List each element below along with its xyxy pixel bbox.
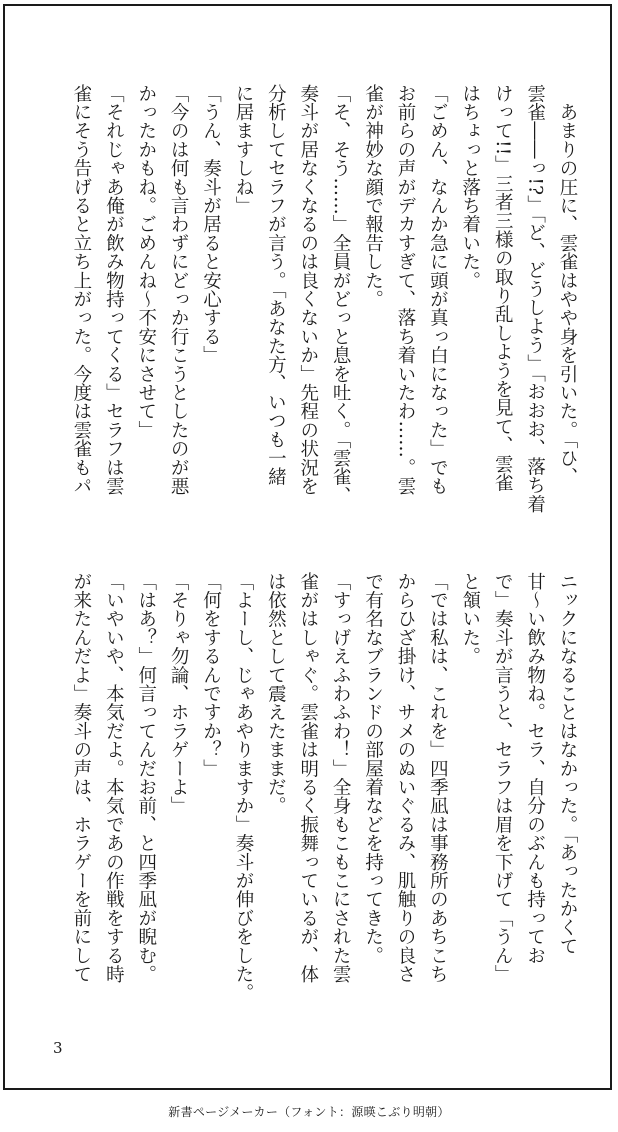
text-line: 雀がはしゃぐ。雲雀は明るく振舞っているが、体 [297,572,319,984]
text-line: は依然として震えたままだ。 [265,572,287,816]
text-line: はちょっと落ち着いた。 [459,84,481,290]
text-line: ニックになることはなかった。「あったかくて [557,572,578,956]
text-line: に居ますしね」 [232,84,254,215]
text-line: 「ごめん、なんか急に頭が真っ白になった」でも [427,84,449,496]
text-line: 雀にそう告げると立ち上がった。今度は雲雀もパ [70,84,92,496]
text-line: お前らの声がデカすぎて、落ち着いたわ……。雲 [394,84,416,496]
book-page [3,4,612,1090]
text-line: 「今のは何も言わずにどっか行こうとしたのが悪 [168,84,190,496]
text-line: 分析してセラフが言う。「あなた方、いつも一緒 [265,84,287,487]
text-line: かったかもね。ごめんね〜不安にさせて」 [135,84,157,440]
text-line: 「では私は、これを」四季凪は事務所のあちこち [427,572,449,984]
text-line: と頷いた。 [459,572,481,666]
text-line: が来たんだよ」奏斗の声は、ホラゲーを前にして [70,572,92,984]
text-line: 「よーし、じゃあやりますか」奏斗が伸びをした。 [232,572,254,1003]
page-number: 3 [53,1039,63,1057]
generator-credit: 新書ページメーカー（フォント：源暎こぶり明朝） [168,1105,450,1119]
text-line: 雀が神妙な顔で報告した。 [362,84,384,309]
text-line: で」奏斗が言うと、セラフは眉を下げて「うん」 [492,572,514,984]
text-line: 「そりゃ勿論、ホラゲーよ」 [168,572,190,816]
text-line: 「はあ？」何言ってんだお前、と四季凪が睨む。 [135,572,157,984]
upper-text-block [61,84,583,546]
lower-text-block [61,572,583,1034]
text-line: 「それじゃあ俺が飲み物持ってくる」セラフは雲 [103,84,125,496]
text-line: 奏斗が居なくなるのは良くないか」先程の状況を [297,84,319,496]
text-line: 「うん、奏斗が居ると安心する」 [200,84,222,365]
text-line: 「何をするんですか？」 [200,572,222,778]
text-line: あまりの圧に、雲雀はやや身を引いた。「ひ、 [557,84,578,487]
text-line: からひざ掛け、サメのぬいぐるみ、肌触りの良さ [394,572,416,984]
text-line: 雲雀――っ!?」「ど、どうしよう」「おおお、落ち着 [524,84,546,514]
text-line: 「そ、そう……」全員がどっと息を吐く。「雲雀、 [330,84,352,505]
text-line: 「すっげえふわふわ！」全身もこもこにされた雲 [330,572,352,984]
text-line: 「いやいや、本気だよ。本気であの作戦をする時 [103,572,125,984]
text-line: けって!!」三者三様の取り乱しようを見て、雲雀 [492,84,514,492]
text-line: で有名なブランドの部屋着などを持ってきた。 [362,572,384,965]
text-line: 甘〜い飲み物ね。セラ、自分のぶんも持ってお [524,572,546,965]
